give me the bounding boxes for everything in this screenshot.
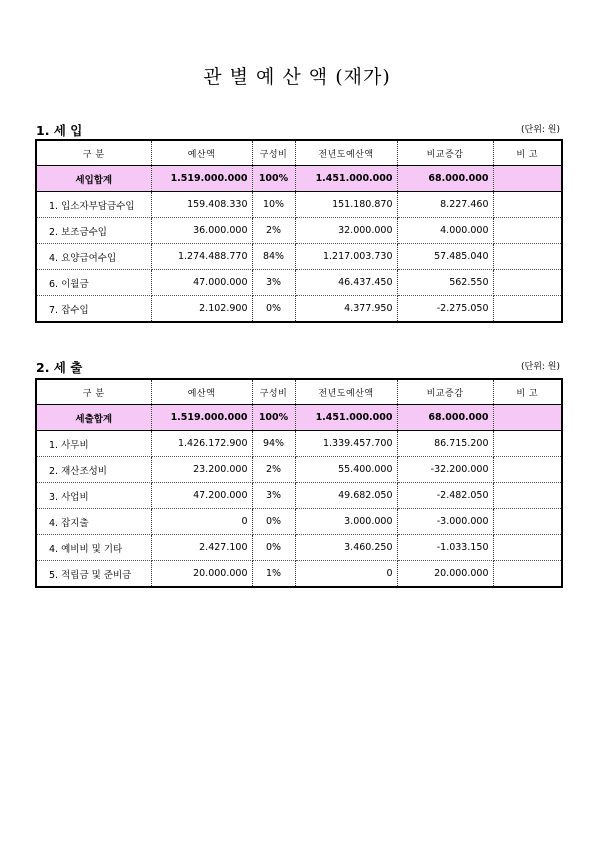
expense-unit: (단위: 원) — [521, 362, 560, 372]
row-ratio: 100% — [252, 166, 295, 192]
row-budget: 23.200.000 — [151, 457, 252, 483]
expense-total-row — [36, 405, 562, 431]
row-ratio: 84% — [252, 244, 295, 270]
row-note — [493, 166, 562, 192]
row-ratio: 3% — [252, 270, 295, 296]
table-row — [36, 431, 562, 457]
row-diff: -3.000.000 — [397, 509, 493, 535]
expense-table — [35, 378, 563, 588]
table-row — [36, 296, 562, 323]
col-budget-header: 예산액 — [151, 379, 252, 405]
row-ratio: 10% — [252, 192, 295, 218]
table-row — [36, 270, 562, 296]
row-budget: 2.427.100 — [151, 535, 252, 561]
income-unit: (단위: 원) — [521, 125, 560, 135]
row-ratio: 2% — [252, 218, 295, 244]
row-diff: 20.000.000 — [397, 561, 493, 588]
row-note — [493, 431, 562, 457]
row-budget: 1.519.000.000 — [151, 405, 252, 431]
row-diff: 57.485.040 — [397, 244, 493, 270]
row-label: 6. 이월금 — [36, 270, 151, 296]
income-table — [35, 139, 563, 323]
row-budget: 0 — [151, 509, 252, 535]
row-note — [493, 561, 562, 588]
col-diff-header: 비교증감 — [397, 379, 493, 405]
table-row — [36, 509, 562, 535]
row-note — [493, 192, 562, 218]
row-prev-budget: 4.377.950 — [295, 296, 397, 323]
row-budget: 47.200.000 — [151, 483, 252, 509]
row-ratio: 1% — [252, 561, 295, 588]
row-budget: 1.426.172.900 — [151, 431, 252, 457]
row-diff: 86.715.200 — [397, 431, 493, 457]
table-row — [36, 561, 562, 588]
col-budget-header: 예산액 — [151, 140, 252, 166]
row-label: 1. 사무비 — [36, 431, 151, 457]
income-total-row — [36, 166, 562, 192]
row-budget: 1.274.488.770 — [151, 244, 252, 270]
col-ratio-header: 구성비 — [252, 140, 295, 166]
row-prev-budget: 3.460.250 — [295, 535, 397, 561]
row-prev-budget: 1.339.457.700 — [295, 431, 397, 457]
row-prev-budget: 46.437.450 — [295, 270, 397, 296]
row-diff: -2.275.050 — [397, 296, 493, 323]
col-diff-header: 비교증감 — [397, 140, 493, 166]
table-row — [36, 457, 562, 483]
row-note — [493, 483, 562, 509]
row-diff: -2.482.050 — [397, 483, 493, 509]
row-label: 2. 보조금수입 — [36, 218, 151, 244]
table-row — [36, 192, 562, 218]
row-prev-budget: 151.180.870 — [295, 192, 397, 218]
row-label: 4. 요양급여수입 — [36, 244, 151, 270]
col-prev-budget-header: 전년도예산액 — [295, 379, 397, 405]
row-diff: -1.033.150 — [397, 535, 493, 561]
row-prev-budget: 3.000.000 — [295, 509, 397, 535]
row-label: 3. 사업비 — [36, 483, 151, 509]
row-note — [493, 218, 562, 244]
col-ratio-header: 구성비 — [252, 379, 295, 405]
row-budget: 2.102.900 — [151, 296, 252, 323]
row-note — [493, 405, 562, 431]
row-label: 4. 예비비 및 기타 — [36, 535, 151, 561]
col-note-header: 비 고 — [493, 140, 562, 166]
row-prev-budget: 0 — [295, 561, 397, 588]
row-prev-budget: 1.451.000.000 — [295, 405, 397, 431]
row-diff: 8.227.460 — [397, 192, 493, 218]
row-ratio: 94% — [252, 431, 295, 457]
row-budget: 20.000.000 — [151, 561, 252, 588]
row-label: 4. 잡지출 — [36, 509, 151, 535]
row-budget: 36.000.000 — [151, 218, 252, 244]
row-ratio: 3% — [252, 483, 295, 509]
table-row — [36, 535, 562, 561]
row-note — [493, 270, 562, 296]
row-ratio: 0% — [252, 296, 295, 323]
row-ratio: 100% — [252, 405, 295, 431]
expense-header-row — [36, 379, 562, 405]
row-label: 세입합계 — [36, 166, 151, 192]
row-prev-budget: 1.217.003.730 — [295, 244, 397, 270]
income-header-row — [36, 140, 562, 166]
table-row — [36, 483, 562, 509]
table-row — [36, 244, 562, 270]
row-budget: 1.519.000.000 — [151, 166, 252, 192]
row-note — [493, 457, 562, 483]
row-note — [493, 296, 562, 323]
row-label: 5. 적립금 및 준비금 — [36, 561, 151, 588]
row-diff: 562.550 — [397, 270, 493, 296]
row-ratio: 0% — [252, 509, 295, 535]
row-prev-budget: 49.682.050 — [295, 483, 397, 509]
row-prev-budget: 32.000.000 — [295, 218, 397, 244]
col-prev-budget-header: 전년도예산액 — [295, 140, 397, 166]
income-heading: 1. 세 입 — [36, 123, 83, 138]
row-prev-budget: 1.451.000.000 — [295, 166, 397, 192]
row-diff: 68.000.000 — [397, 166, 493, 192]
row-label: 세출합계 — [36, 405, 151, 431]
row-note — [493, 535, 562, 561]
income-section-header — [36, 121, 562, 137]
row-budget: 159.408.330 — [151, 192, 252, 218]
expense-heading: 2. 세 출 — [36, 360, 83, 375]
table-row — [36, 218, 562, 244]
row-ratio: 2% — [252, 457, 295, 483]
row-diff: 68.000.000 — [397, 405, 493, 431]
row-note — [493, 509, 562, 535]
row-note — [493, 244, 562, 270]
expense-section-header — [36, 358, 562, 374]
col-category-header: 구 분 — [36, 140, 151, 166]
col-category-header: 구 분 — [36, 379, 151, 405]
row-label: 7. 잡수입 — [36, 296, 151, 323]
row-diff: 4.000.000 — [397, 218, 493, 244]
row-budget: 47.000.000 — [151, 270, 252, 296]
row-prev-budget: 55.400.000 — [295, 457, 397, 483]
row-label: 1. 입소자부담금수입 — [36, 192, 151, 218]
row-diff: -32.200.000 — [397, 457, 493, 483]
row-ratio: 0% — [252, 535, 295, 561]
col-note-header: 비 고 — [493, 379, 562, 405]
page-title: 관 별 예 산 액 (재가) — [203, 66, 391, 88]
row-label: 2. 재산조성비 — [36, 457, 151, 483]
